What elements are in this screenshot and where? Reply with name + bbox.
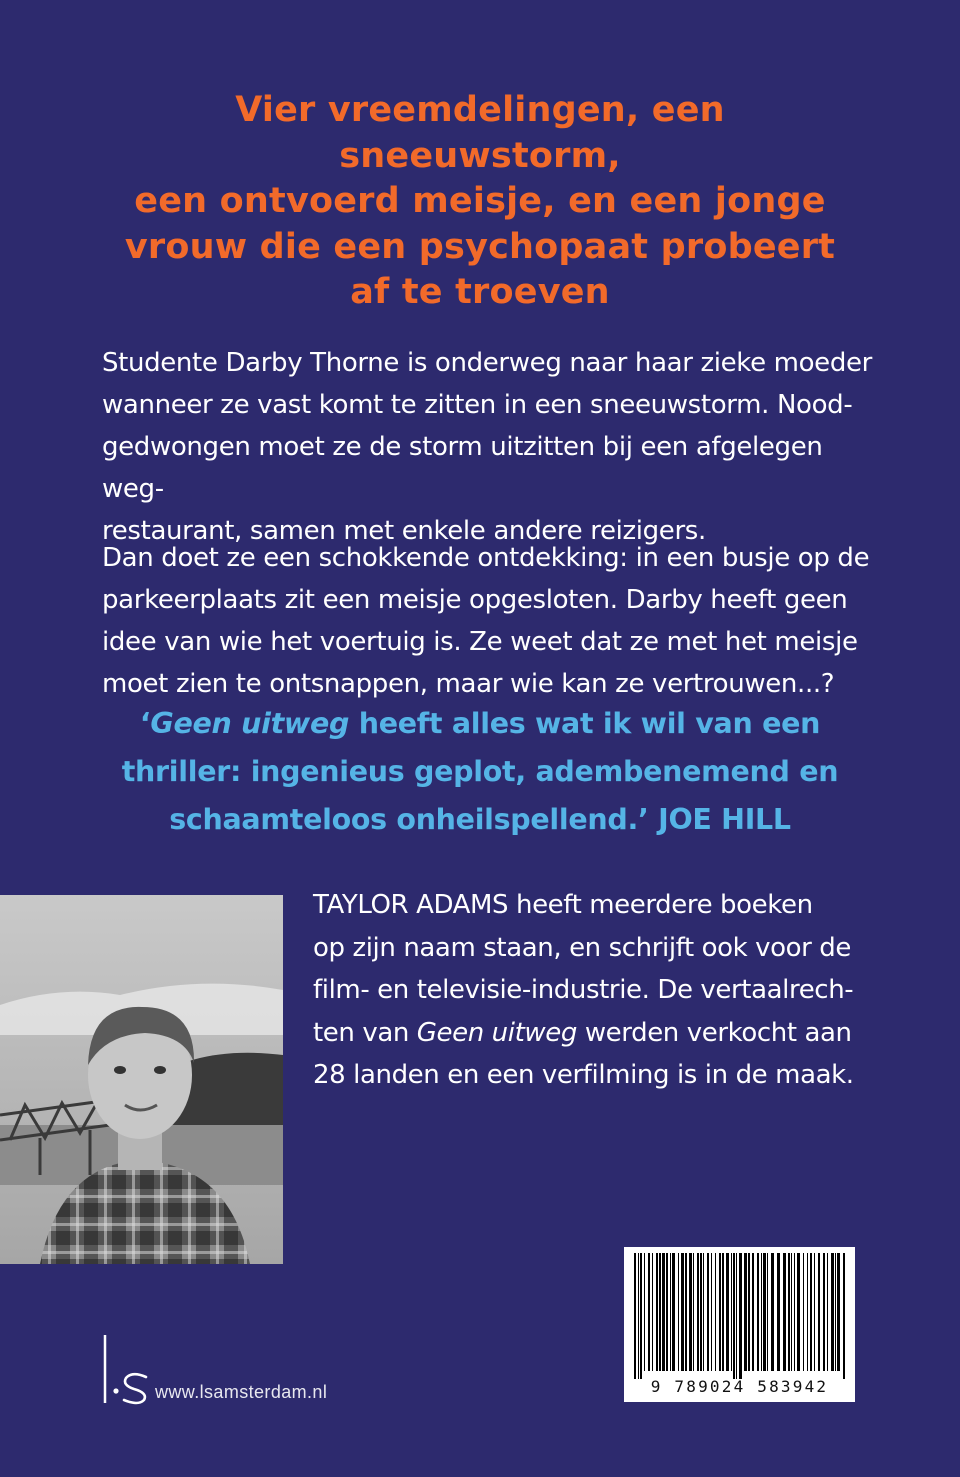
bio-line: 28 landen en een verfilming is in de maak. (313, 1060, 854, 1090)
publisher-logo (102, 1335, 162, 1405)
quote-line: schaamteloos onheilspellend.’ JOE HILL (169, 803, 791, 836)
synopsis-paragraph-2 (102, 537, 872, 705)
text-line: idee van wie het voertuig is. Ze weet dat ze met het meisje (102, 627, 858, 657)
headline-line: af te troeven (350, 272, 610, 312)
text-line: restaurant, samen met enkele andere reizigers. (102, 516, 706, 546)
quote-open-mark: ‘ (139, 707, 151, 740)
text-line: Studente Darby Thorne is onderweg naar haar zieke moeder (102, 348, 872, 378)
isbn-number: 9 789024 583942 (650, 1377, 829, 1396)
headline-line: een ontvoerd meisje, en een jonge (134, 181, 826, 221)
bio-line: op zijn naam staan, en schrijft ook voor de (313, 932, 852, 963)
bio-line: film- en televisie-industrie. De vertaalrech- (313, 975, 854, 1005)
review-quote (100, 700, 860, 844)
headline-line: vrouw die een psychopaat probeert (124, 226, 836, 267)
quote-line: thriller: ingenieus geplot, adembenemend en (121, 755, 839, 788)
quote-text: heeft alles wat ik wil van een (349, 707, 821, 740)
text-line: parkeerplaats zit een meisje opgesloten. Darby heeft geen (102, 585, 848, 615)
quote-line (100, 700, 860, 748)
synopsis-paragraph-1 (102, 342, 872, 552)
text-line: Dan doet ze een schokkende ontdekking: in een busje op de (102, 543, 870, 573)
headline (100, 88, 860, 316)
bio-text: ten van (313, 1017, 417, 1048)
author-photo (0, 895, 283, 1264)
bio-book-title: Geen uitweg (416, 1017, 577, 1048)
bio-line: TAYLOR ADAMS heeft meerdere boeken (313, 890, 813, 920)
bio-text: werden verkocht aan (576, 1017, 852, 1048)
text-line: moet zien te ontsnappen, maar wie kan ze vertrouwen...? (102, 669, 835, 699)
quote-book-title: Geen uitweg (150, 707, 350, 740)
text-line: wanneer ze vast komt te zitten in een sneeuwstorm. Nood- (102, 390, 853, 420)
barcode (624, 1247, 855, 1402)
bio-line (313, 1012, 913, 1055)
author-bio (313, 884, 913, 1097)
headline-line: Vier vreemdelingen, een sneeuwstorm, (235, 90, 725, 176)
publisher-website[interactable]: www.lsamsterdam.nl (155, 1382, 328, 1402)
text-line: gedwongen moet ze de storm uitzitten bij een afgelegen weg- (102, 432, 823, 504)
